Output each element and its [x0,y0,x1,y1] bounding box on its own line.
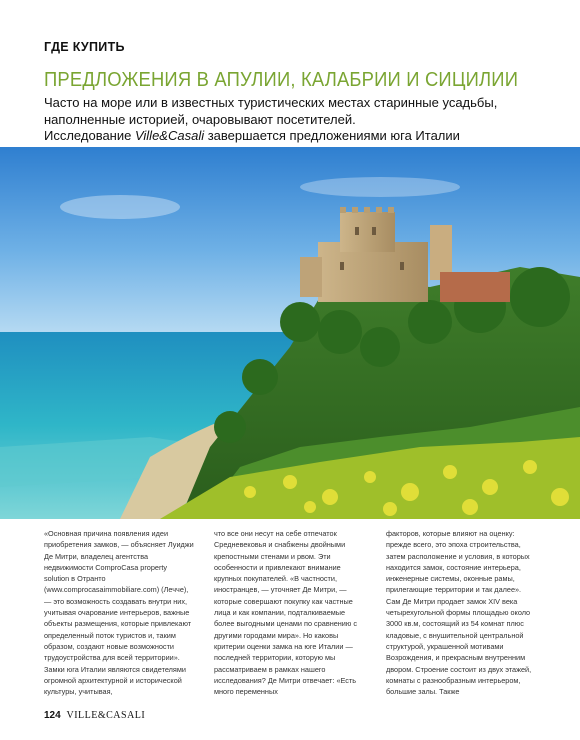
lead-line-2-end: завершается предложениями юга Италии [204,128,460,143]
section-label: ГДЕ КУПИТЬ [44,40,125,54]
lead-line-1: Часто на море или в известных туристических местах старинные усадьбы, наполненные историей, очаровывают посетителей. [44,95,498,127]
lead-line-2 [44,128,544,145]
article-column-1: «Основная причина появления идеи приобретения замков, — объясняет Луиджи Де Митри, владелец агентства недвижимости ComproCasa property solution в Отранто (www.comprocasaimmobiliare.com) (Лечче), — это возможность создавать внутри них, учитывая очарование интерьеров, важные объекты размещения, которые привлекают определенный поток туристов и, таким образом, создают новые возможности трудоустройства для всей территории». Замки юга Италии являются свидетелями огромной архитектурной и исторической культуры, учитывая, [44,529,194,697]
article-column-2: что все они несут на себе отпечаток Средневековья и снабжены двойными крепостными стенами и рвом. Эти особенности и привлекают внимание крупных покупателей. «В частности, иностранцев, — уточняет Де Митри, — которые совершают покупку как частные лица и как компании, подталкиваемые более выгодными ценами по сравнению с другими городами мира». Но каковы критерии оценки замка на юге Италии — последней территории, которую мы рассматриваем в рамках нашего исследования? Де Митри отвечает: «Есть много переменных [214,529,358,697]
page-number: 124 [44,710,61,721]
magazine-title: VILLE&CASALI [66,710,146,721]
article-body [44,528,544,698]
magazine-name: Ville&Casali [134,128,205,143]
article-column-3: факторов, которые влияют на оценку: прежде всего, это эпоха строительства, затем расположение и условия, в которых находится замок, состояние интерьера, инженерные системы, оконные рамы, прилегающие территории и так далее». Сам Де Митри продает замок XIV века четырехугольной формы площадью около 3000 кв.м, состоящий из 54 комнат плюс кладовые, с внушительной центральной структурой, украшенной мотивами Возрождения, и прекрасным внутренним двором. Строение состоит из двух этажей, комнаты с разнообразным интерьером, большие залы. Также [386,529,532,697]
page-footer [44,710,145,721]
castle-photo [0,147,580,519]
headline: ПРЕДЛОЖЕНИЯ В АПУЛИИ, КАЛАБРИИ И СИЦИЛИИ [44,69,519,91]
lead-paragraph [44,95,544,145]
lead-line-2-start: Исследование [44,128,135,143]
